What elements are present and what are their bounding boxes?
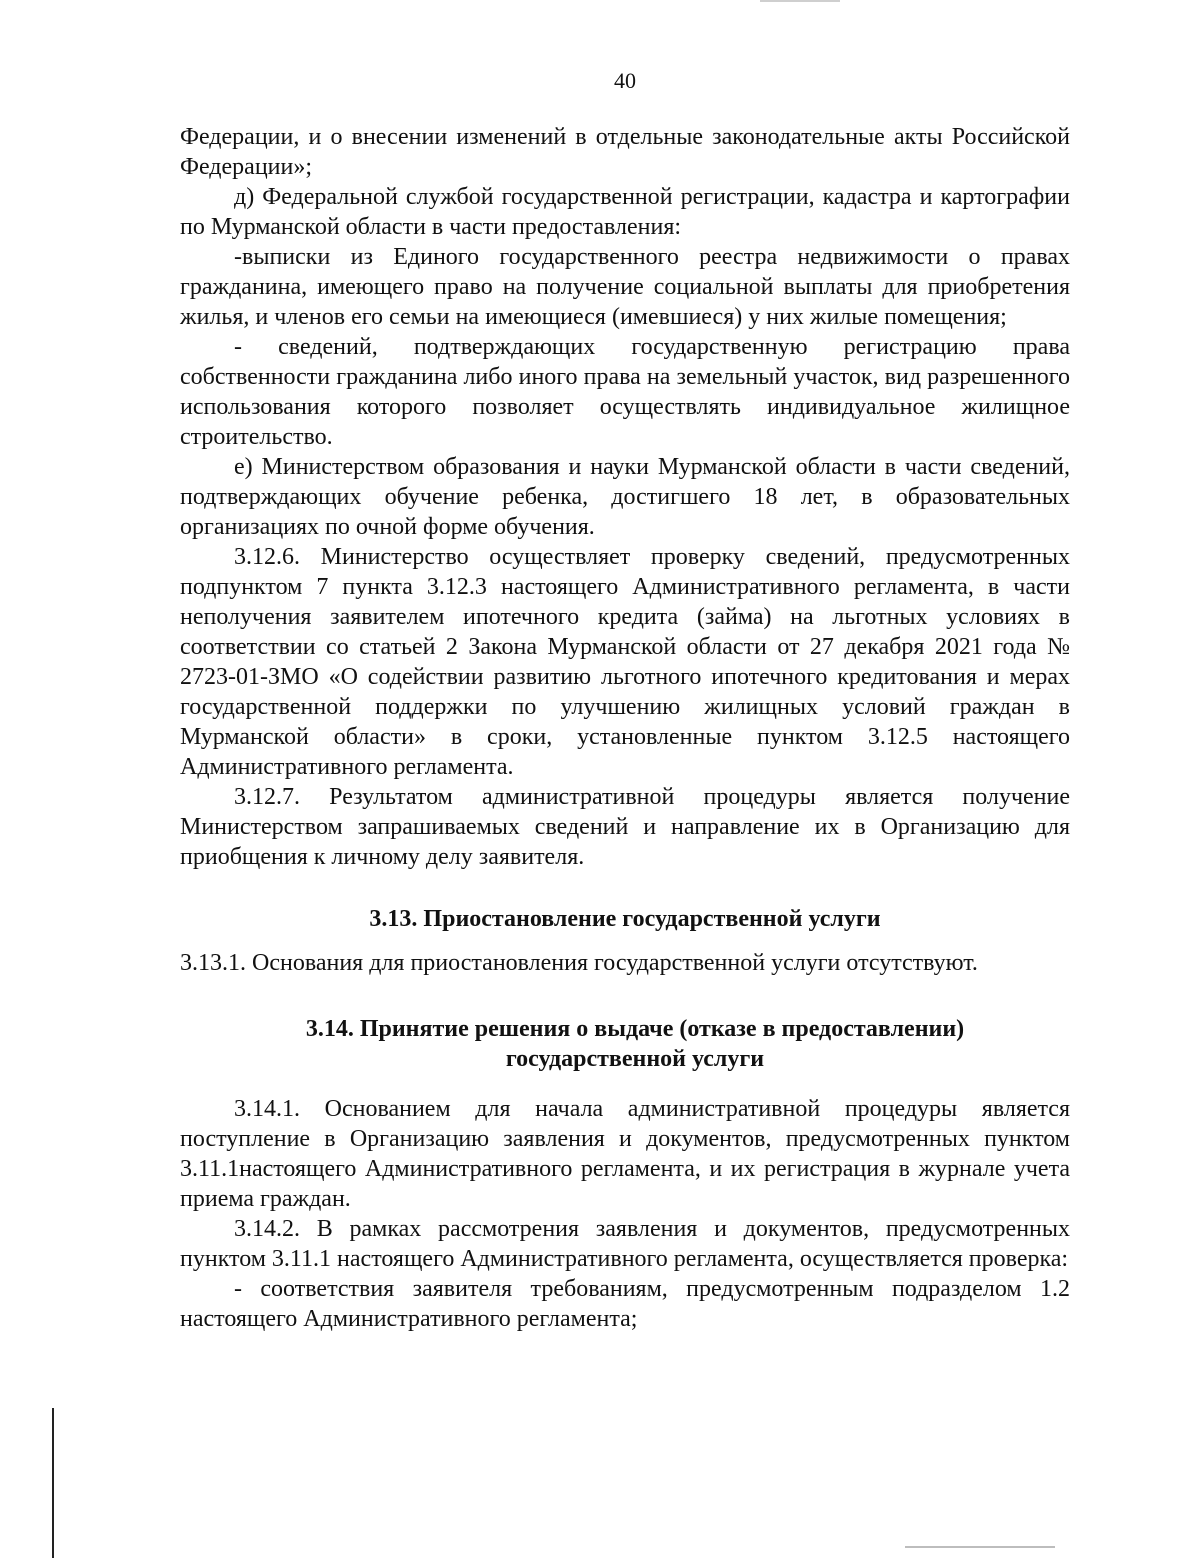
paragraph-3-14-2: 3.14.2. В рамках рассмотрения заявления и документов, предусмотренных пунктом 3.11.1 настоящего Административного регламента, осуществляется проверка:	[180, 1216, 1070, 1272]
paragraph-item-e: е) Министерством образования и науки Мурманской области в части сведений, подтверждающих обучение ребенка, достигшего 18 лет, в образовательных организациях по очной форме обучения.	[180, 454, 1070, 540]
paragraph-item-d: д) Федеральной службой государственной регистрации, кадастра и картографии по Мурманской области в части предоставления:	[180, 184, 1070, 240]
paragraph-3-14-1: 3.14.1. Основанием для начала административной процедуры является поступление в Организацию заявления и документов, предусмотренных пунктом 3.11.1настоящего Административного регламента, и их регистрация в журнале учета приема граждан.	[180, 1096, 1070, 1212]
paragraph-3-13-1: 3.13.1. Основания для приостановления государственной услуги отсутствуют.	[180, 950, 978, 976]
scan-artifact-top	[760, 0, 840, 2]
margin-line	[52, 1408, 54, 1558]
paragraph-3-12-7: 3.12.7. Результатом административной процедуры является получение Министерством запрашиваемых сведений и направление их в Организацию для приобщения к личному делу заявителя.	[180, 784, 1070, 870]
paragraph-3-12-6: 3.12.6. Министерство осуществляет проверку сведений, предусмотренных подпунктом 7 пункта 3.12.3 настоящего Административного регламента, в части неполучения заявителем ипотечного кредита (займа) на льготных условиях в соответствии со статьей 2 Закона Мурманской области от 27 декабря 2021 года № 2723-01-ЗМО «О содействии развитию льготного ипотечного кредитования и мерах государственной поддержки по улучшению жилищных условий граждан в Мурманской области» в сроки, установленные пунктом 3.12.5 настоящего Административного регламента.	[180, 544, 1070, 780]
section-heading-3-14-line2: государственной услуги	[505, 1046, 765, 1072]
scan-artifact-bottom	[905, 1546, 1055, 1548]
paragraph-registry-extract: -выписки из Единого государственного реестра недвижимости о правах гражданина, имеющего право на получение социальной выплаты для приобретения жилья, и членов его семьи на имеющиеся (имевшиеся) у них жилые помещения;	[180, 244, 1070, 330]
section-heading-3-14	[180, 1014, 1070, 1074]
section-heading-3-14-line1: 3.14. Принятие решения о выдаче (отказе в предоставлении)	[305, 1016, 965, 1042]
paragraph-applicant-compliance: - соответствия заявителя требованиям, предусмотренным подразделом 1.2 настоящего Административного регламента;	[180, 1276, 1070, 1332]
page-number: 40	[614, 68, 636, 93]
paragraph-land-rights: - сведений, подтверждающих государственную регистрацию права собственности гражданина либо иного права на земельный участок, вид разрешенного использования которого позволяет осуществлять индивидуальное жилищное строительство.	[180, 334, 1070, 450]
section-heading-3-13: 3.13. Приостановление государственной услуги	[369, 906, 881, 932]
document-body	[180, 122, 1070, 1334]
paragraph-federation-continuation: Федерации, и о внесении изменений в отдельные законодательные акты Российской Федерации»;	[180, 124, 1070, 180]
